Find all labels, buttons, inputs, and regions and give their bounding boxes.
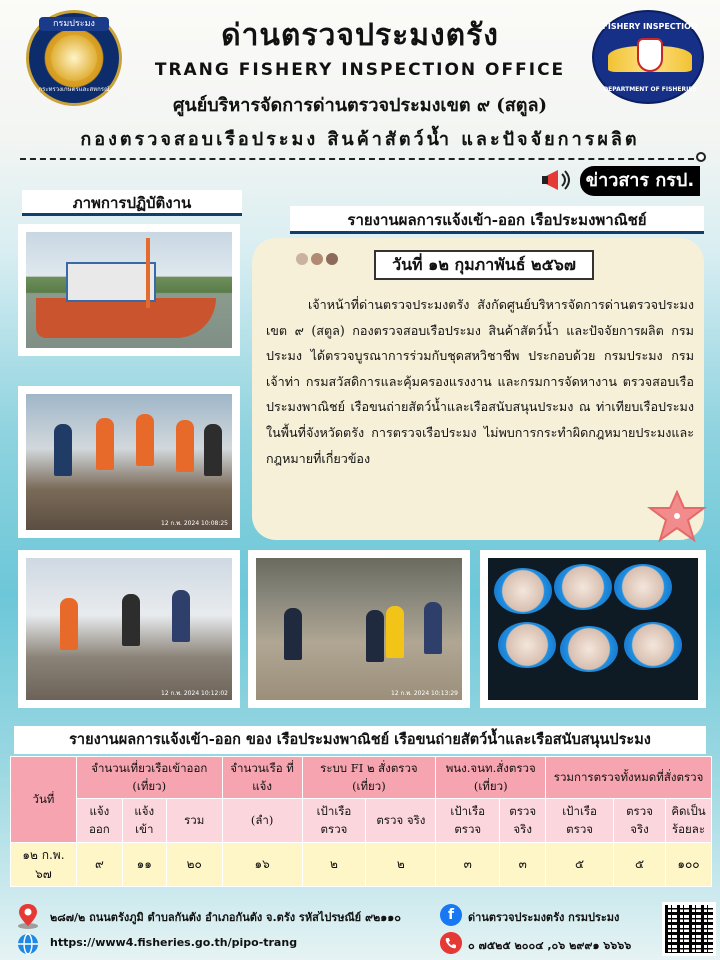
fish-tray xyxy=(498,622,556,668)
photo-timestamp: 12 ก.พ. 2024 10:08:25 xyxy=(161,520,228,527)
report-date: วันที่ ๑๒ กุมภาพันธ์ ๒๕๖๗ xyxy=(374,250,594,280)
subheader-fi-target: เป้าเรือ ตรวจ xyxy=(302,799,366,843)
person-figure xyxy=(424,602,442,654)
subheader-t-actual: ตรวจ จริง xyxy=(614,799,666,843)
cell-boats: ๑๖ xyxy=(222,843,302,887)
header-trips: จำนวนเที่ยวเรือเข้าออก (เที่ยว) xyxy=(76,757,222,799)
cell-fi-target: ๒ xyxy=(302,843,366,887)
qr-code-icon[interactable] xyxy=(662,902,716,956)
dot xyxy=(296,253,308,265)
fish-trays-image xyxy=(488,558,698,700)
photo-document-check xyxy=(18,550,240,708)
boat-image xyxy=(26,232,232,348)
cell-out: ๙ xyxy=(76,843,122,887)
subheader-t-target: เป้าเรือ ตรวจ xyxy=(546,799,614,843)
fish-tray xyxy=(560,626,618,672)
cell-p-target: ๓ xyxy=(436,843,500,887)
header-total: รวมการตรวจทั้งหมดที่สั่งตรวจ xyxy=(546,757,712,799)
person-figure xyxy=(176,420,194,472)
person-figure xyxy=(122,594,140,646)
fish-tray xyxy=(614,564,672,610)
fish-tray xyxy=(494,568,552,614)
subheader-fi-actual: ตรวจ จริง xyxy=(366,799,436,843)
globe-icon xyxy=(16,932,40,956)
subheader-out: แจ้ง ออก xyxy=(76,799,122,843)
fishery-inspection-logo xyxy=(592,10,704,104)
document-check-image xyxy=(26,558,232,700)
person-figure xyxy=(136,414,154,466)
header-boats: จำนวนเรือ ที่แจ้ง xyxy=(222,757,302,799)
cell-percent: ๑๐๐ xyxy=(665,843,711,887)
header-date: วันที่ xyxy=(11,757,77,843)
phone-icon xyxy=(440,932,462,954)
report-body: เจ้าหน้าที่ด่านตรวจประมงตรัง สังกัดศูนย์บริหารจัดการด่านตรวจประมง เขต ๙ (สตูล) กองตรวจสอบเรือประมง สินค้าสัตว์น้ำ และปัจจัยการผลิต กรมประมง ได้ตรวจบูรณาการร่วมกับชุดสหวิชาชีพ ประกอบด้วย กรมประมง กรมเจ้าท่า กรมสวัสดิการและคุ้มครองแรงงาน และกรมการจัดหางาน ตรวจสอบเรือประมงพาณิชย์ เรือขนถ่ายสัตว์น้ำและเรือสนับสนุนประมง ณ ท่าเทียบเรือประมงในพื้นที่จังหวัดตรัง การตรวจเรือประมง ไม่พบการกระทำผิดกฎหมายประมงและกฎหมายที่เกี่ยวข้อง xyxy=(266,297,694,466)
photo-timestamp: 12 ก.พ. 2024 10:12:02 xyxy=(161,690,228,697)
pier-team-image xyxy=(256,558,462,700)
person-figure xyxy=(60,598,78,650)
person-figure xyxy=(204,424,222,476)
fish-tray xyxy=(624,622,682,668)
person-figure xyxy=(386,606,404,658)
header-divider xyxy=(20,158,704,160)
office-title-thai: ด่านตรวจประมงตรัง xyxy=(221,18,499,53)
cell-p-actual: ๓ xyxy=(500,843,546,887)
facebook-icon: f xyxy=(440,904,462,926)
boat-hull xyxy=(36,298,216,338)
report-section-label: รายงานผลการแจ้งเข้า-ออก เรือประมงพาณิชย์ xyxy=(290,206,704,234)
header-fi: ระบบ FI ๒ สั่งตรวจ (เที่ยว) xyxy=(302,757,436,799)
dot xyxy=(326,253,338,265)
photos-section-label: ภาพการปฏิบัติงาน xyxy=(22,190,242,216)
dot xyxy=(311,253,323,265)
table-header-row xyxy=(11,757,712,799)
cell-date: ๑๒ ก.พ. ๖๗ xyxy=(11,843,77,887)
emblem-icon xyxy=(51,35,97,81)
footer-address: ๒๘๗/๒ ถนนตรังภูมิ ตำบลกันตัง อำเภอกันตัง จ.ตรัง รหัสไปรษณีย์ ๙๒๑๑๐ xyxy=(50,911,401,924)
qr-pattern xyxy=(665,905,713,953)
decorative-dots xyxy=(296,250,356,264)
location-pin-icon xyxy=(14,902,42,930)
megaphone-icon xyxy=(542,168,572,192)
news-tag-label: ข่าวสาร กรป. xyxy=(580,166,700,196)
fish-tray xyxy=(554,564,612,610)
logo-right-bottom-text: DEPARTMENT OF FISHERIES xyxy=(603,86,697,93)
photo-pier-team xyxy=(248,550,470,708)
center-subtitle: ศูนย์บริหารจัดการด่านตรวจประมงเขต ๙ (สตูล) xyxy=(172,95,548,116)
photo-boat xyxy=(18,224,240,356)
boat-cabin xyxy=(66,262,156,302)
subheader-unit: (ลำ) xyxy=(222,799,302,843)
photo-timestamp: 12 ก.พ. 2024 10:13:29 xyxy=(391,690,458,697)
subheader-percent: คิดเป็น ร้อยละ xyxy=(665,799,711,843)
footer-phone: ๐ ๗๕๒๕ ๒๐๐๔ ,๐๖ ๒๙๙๑ ๖๖๖๖ xyxy=(468,939,632,952)
person-figure xyxy=(284,608,302,660)
report-table xyxy=(10,756,712,887)
division-subtitle: กองตรวจสอบเรือประมง สินค้าสัตว์น้ำ และปัจจัยการผลิต xyxy=(80,129,640,150)
photo-fish-trays xyxy=(480,550,706,708)
inspection-group-image xyxy=(26,394,232,530)
subheader-p-target: เป้าเรือ ตรวจ xyxy=(436,799,500,843)
cell-t-target: ๕ xyxy=(546,843,614,887)
table-row xyxy=(11,843,712,887)
subheader-in: แจ้ง เข้า xyxy=(122,799,166,843)
logo-left-bottom-text: กระทรวงเกษตรและสหกรณ์ xyxy=(38,86,110,93)
news-tag xyxy=(540,164,700,198)
footer-facebook[interactable]: ด่านตรวจประมงตรัง กรมประมง xyxy=(468,911,620,924)
photo-inspection-group xyxy=(18,386,240,538)
shield-icon xyxy=(637,38,663,72)
table-title: รายงานผลการแจ้งเข้า-ออก ของ เรือประมงพาณิชย์ เรือขนถ่ายสัตว์น้ำและเรือสนับสนุนประมง xyxy=(14,726,706,754)
starfish-icon xyxy=(646,490,708,542)
person-figure xyxy=(172,590,190,642)
cell-t-actual: ๕ xyxy=(614,843,666,887)
person-figure xyxy=(96,418,114,470)
cell-sum: ๒๐ xyxy=(166,843,222,887)
subheader-sum: รวม xyxy=(166,799,222,843)
office-title-english: TRANG FISHERY INSPECTION OFFICE xyxy=(154,60,566,80)
person-figure xyxy=(54,424,72,476)
footer-website[interactable]: https://www4.fisheries.go.th/pipo-trang xyxy=(50,936,298,949)
logo-left-top-text: กรมประมง xyxy=(39,17,109,31)
divider-end-dot xyxy=(696,152,706,162)
boat-mast xyxy=(146,238,150,308)
cell-in: ๑๑ xyxy=(122,843,166,887)
cell-fi-actual: ๒ xyxy=(366,843,436,887)
header-pnng: พนง.จนท.สั่งตรวจ (เที่ยว) xyxy=(436,757,546,799)
subheader-p-actual: ตรวจ จริง xyxy=(500,799,546,843)
person-figure xyxy=(366,610,384,662)
table-subheader-row xyxy=(11,799,712,843)
logo-right-top-text: FISHERY INSPECTION xyxy=(602,22,698,31)
department-of-fisheries-logo xyxy=(26,10,122,106)
